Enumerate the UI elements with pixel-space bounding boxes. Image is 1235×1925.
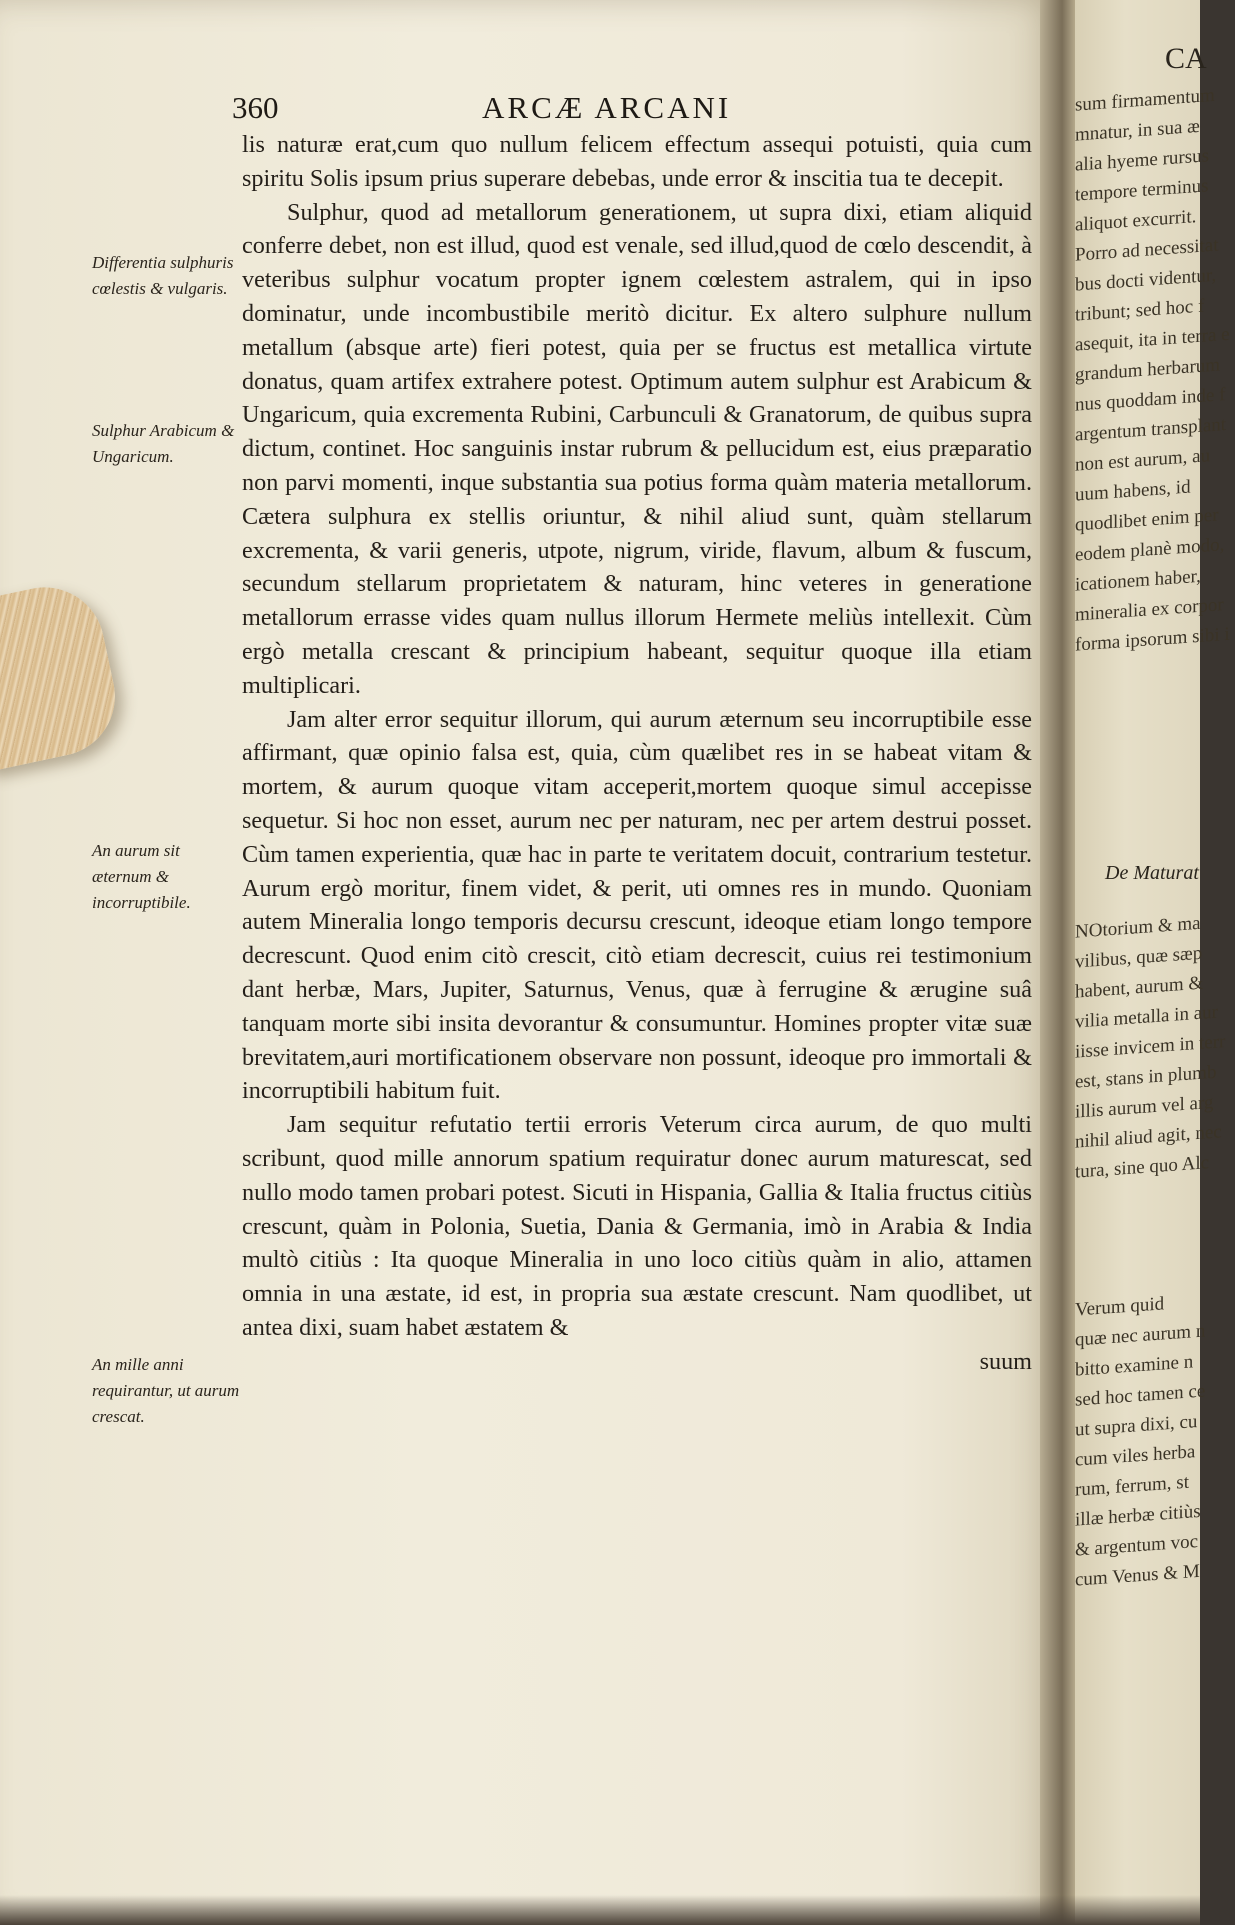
right-text-line: habent, aurum & xyxy=(1075,972,1204,1003)
right-text-line: sum firmamentum xyxy=(1075,84,1215,116)
right-text-line: uum habens, id xyxy=(1075,476,1191,506)
right-text-line: mnatur, in sua æ xyxy=(1075,115,1200,146)
marginal-note: An mille anni requirantur, ut aurum crescat. xyxy=(92,1355,240,1426)
right-text-line: nus quoddam inde f xyxy=(1075,384,1226,416)
paragraph: Sulphur, quod ad metallorum generationem, ut supra dixi, etiam aliquid conferre debet, non est illud, quod est venale, sed illud,quod de cœlo descendit, à veteribus sulphur vocatum propter ignem cœlestem astralem, qui in ipso dominatur, unde incombustibile meritò dicitur. Ex altero sulphure nullum metallum (absque arte) fieri potest, quia per se fructus est metallica virtute donatus, quam artifex extrahere potest. Optimum autem sulphur est Arabicum & Ungaricum, quia excrementa Rubini, Carbunculi & Granatorum, de quibus supra dictum, continet. Hoc sanguinis instar rubrum & pellucidum est, eius præparatio non parvi momenti, inque substantia sua potius forma quàm materia metallorum. Cætera sulphura ex stellis oriuntur, & nihil aliud sunt, quàm stellarum excrementa, & varii generis, utpote, nigrum, viride, flavum, album & fuscum, secundum stellarum proprietatem & naturam, hinc veteres in generatione metallorum errasse vides quam nullus illorum Hermete meliùs intellexit. Cùm ergò metalla crescant & principium habeant, sequitur quoque illa etiam multiplicari. xyxy=(242,198,1032,699)
paragraph: Jam alter error sequitur illorum, qui aurum æternum seu incorruptibile esse affirmant, quæ opinio falsa est, quia, cùm quælibet res in se habeat vitam & mortem, & aurum quoque vitam acceperit,mortem quoque simul accepisse sequetur. Si hoc non esset, aurum nec per naturam, nec per artem destrui posset. Cùm tamen experientia, quæ hac in parte te veritatem docuit, contrarium testetur. Aurum ergò moritur, finem videt, & perit, uti omnes res in mundo. Quoniam autem Mineralia longo temporis decursu crescunt, ideoque etiam longo tempore decrescunt. Quod enim citò crescit, citò etiam decrescit, cuius rei testimonium dant herbæ, Mars, Jupiter, Saturnus, Venus, quæ à ferrugine & ærugine suâ tanquam morte sibi insita devorantur & consumuntur. Homines propter vitæ suæ brevitatem,auri mortificationem observare non possunt, ideoque pro immortali & incorruptibili habitum fuit. xyxy=(242,705,1032,1105)
right-text-line: cum viles herba xyxy=(1075,1441,1196,1471)
right-text-line: sed hoc tamen ce xyxy=(1075,1380,1206,1411)
right-text-line: icationem haber, xyxy=(1075,565,1201,596)
paragraph: Jam sequitur refutatio tertii erroris Veterum circa aurum, de quo multi scribunt, quod mille annorum spatium requiratur donec aurum maturescat, sed nullo modo tamen probari potest. Sicuti in Hispania, Gallia & Italia fructus citiùs crescunt, quàm in Polonia, Suetia, Dania & Germania, imò in Arabia & India multò citiùs : Ita quoque Mineralia in uno loco citiùs quàm in alio, attamen omnia in una æstate, id est, in propria sua æstate crescunt. Nam quodlibet, ut antea dixi, suam habet æstatem & xyxy=(242,1111,1032,1341)
right-text-block-middle xyxy=(1075,906,1235,1187)
page-bottom-shadow xyxy=(0,1895,1200,1925)
right-text-line: ut supra dixi, cu xyxy=(1075,1411,1198,1441)
right-text-line: alia hyeme rursus xyxy=(1075,145,1210,176)
right-text-line: Verum quid xyxy=(1075,1293,1165,1321)
brush-bristles-image xyxy=(0,576,126,773)
paragraph: lis naturæ erat,cum quo nullum felicem effectum assequi potuisti, quia cum spiritu Solis ipsum prius superare debebas, unde error & inscitia tua te decepit. xyxy=(242,131,1032,192)
right-text-line: argentum transplant xyxy=(1075,414,1227,446)
right-text-line: forma ipsorum sibi i xyxy=(1075,623,1230,656)
marginal-note: Sulphur Arabicum & Ungaricum. xyxy=(92,421,235,466)
right-text-line: nihil aliud agit, nec xyxy=(1075,1121,1222,1153)
right-text-block-bottom xyxy=(1075,1284,1235,1595)
right-text-line: quodlibet enim per xyxy=(1075,504,1219,536)
right-text-line: bus docti videntur, xyxy=(1075,264,1217,296)
right-text-line: tribunt; sed hoc f xyxy=(1075,295,1205,326)
running-header xyxy=(232,90,1032,130)
right-text-line: iisse invicem in terr xyxy=(1075,1031,1226,1063)
running-title: ARCÆ ARCANI xyxy=(482,90,732,125)
marginal-note: Differentia sulphuris cœlestis & vulgaris. xyxy=(92,253,234,298)
right-page-fragment xyxy=(1075,0,1230,1925)
marginal-note: An aurum sit æternum & incorruptibile. xyxy=(92,841,191,912)
right-text-line: illis aurum vel arg xyxy=(1075,1091,1214,1123)
right-text-line: asequit, ita in terra e xyxy=(1075,323,1230,356)
right-text-line: NOtorium & ma xyxy=(1075,912,1201,943)
right-text-line: est, stans in plumb xyxy=(1075,1061,1217,1093)
right-text-line: tempore terminus xyxy=(1075,175,1209,206)
right-text-line: mineralia ex corpor xyxy=(1075,594,1224,626)
right-text-line: tura, sine quo Alc xyxy=(1075,1152,1210,1183)
right-text-line: cum Venus & M xyxy=(1075,1560,1200,1591)
right-text-line: non est aurum, au xyxy=(1075,445,1211,476)
right-text-line: Porro ad necessitat xyxy=(1075,234,1219,266)
right-text-line: quæ nec aurum n xyxy=(1075,1320,1206,1351)
right-text-line: & argentum voc xyxy=(1075,1530,1199,1561)
right-text-line: rum, ferrum, st xyxy=(1075,1471,1189,1501)
right-running-header: CA xyxy=(1165,42,1207,75)
right-text-line: aliquot excurrit. xyxy=(1075,206,1197,236)
right-text-line: vilia metalla in aur xyxy=(1075,1001,1218,1033)
right-text-block-top xyxy=(1075,79,1235,660)
right-text-line: eodem planè modo, xyxy=(1075,534,1225,566)
page-number: 360 xyxy=(232,90,279,125)
right-section-heading: De Maturat xyxy=(1105,862,1199,884)
book-gutter xyxy=(1040,0,1080,1925)
right-text-line: bitto examine n xyxy=(1075,1351,1194,1381)
catchword: suum xyxy=(979,1347,1032,1375)
right-text-line: vilibus, quæ sæp xyxy=(1075,942,1203,973)
right-text-line: grandum herbarum xyxy=(1075,354,1221,386)
right-text-line: illæ herbæ citiùs xyxy=(1075,1500,1201,1531)
body-text xyxy=(242,128,1032,1378)
